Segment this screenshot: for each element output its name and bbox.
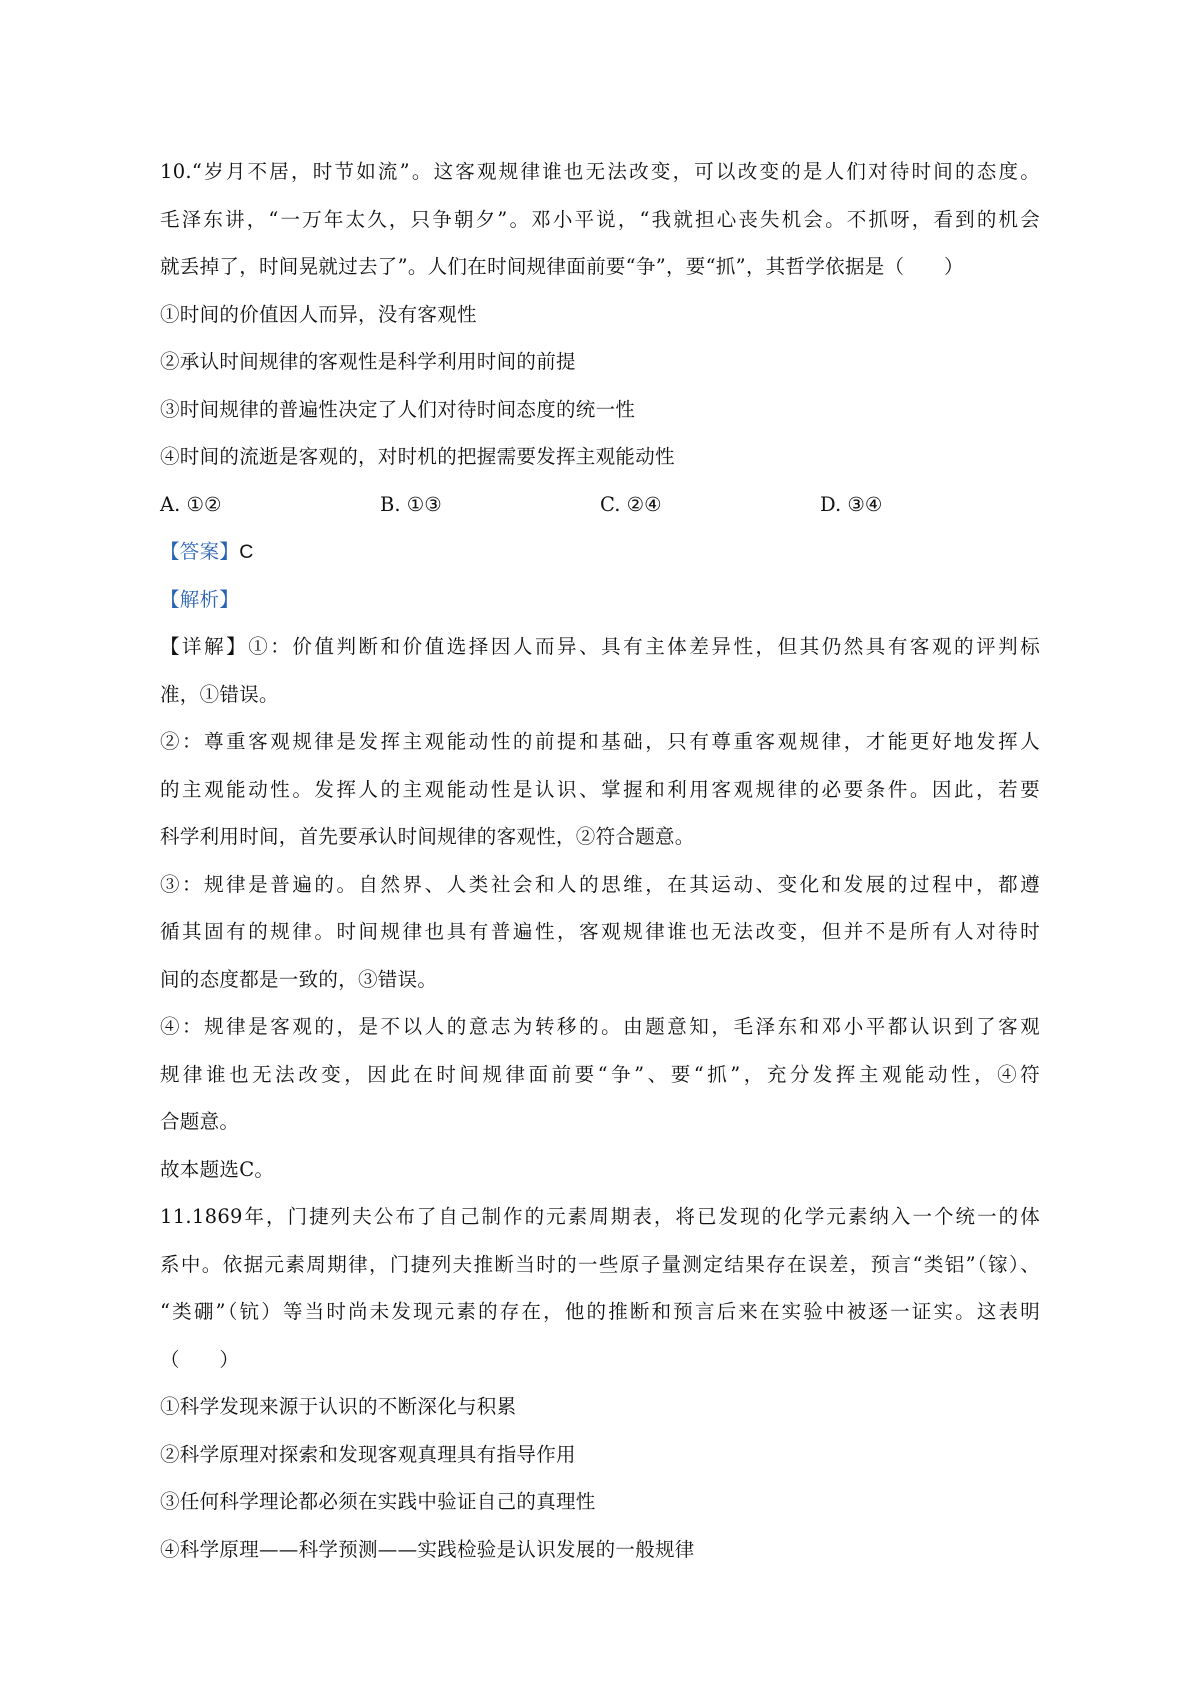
q10-detail-line-1: [160, 623, 1040, 671]
q10-stem-line-3: 就丢掉了，时间晃就过去了”。人们在时间规律面前要“争”，要“抓”，其哲学依据是（ ）: [160, 255, 964, 278]
q10-option-a: A. ①②: [160, 492, 222, 516]
q10-detail-line-5: 科学利用时间，首先要承认时间规律的客观性，②符合题意。: [160, 825, 695, 848]
q10-analysis: [160, 576, 1040, 624]
q10-detail-line-2: 准，①错误。: [160, 682, 279, 706]
answer-label: 【答案】: [160, 540, 240, 563]
q10-statement-4: ④时间的流逝是客观的，对时机的把握需要发挥主观能动性: [160, 445, 675, 468]
q11-statement-2: ②科学原理对探索和发现客观真理具有指导作用: [160, 1442, 576, 1466]
q11-statement-3: ③任何科学理论都必须在实践中验证自己的真理性: [160, 1490, 596, 1513]
q10-statement-3: ③时间规律的普遍性决定了人们对待时间态度的统一性: [160, 397, 636, 421]
q10-answer: [160, 528, 1040, 576]
q10-option-d: D. ③④: [820, 492, 883, 516]
detail-text-1: ①：价值判断和价值选择因人而异、具有主体差异性，但其仍然具有客观的评判标: [248, 635, 1040, 658]
q11-stem-line-3: “类硼”（钪）等当时尚未发现元素的存在，他的推断和预言后来在实验中被逐一证实。这表明: [160, 1300, 1040, 1323]
detail-label: 【详解】: [160, 635, 249, 658]
q10-options: [160, 481, 1040, 529]
analysis-label: 【解析】: [160, 587, 240, 611]
q11-statement-4: ④科学原理——科学预测——实践检验是认识发展的一般规律: [160, 1537, 695, 1561]
document-page: [160, 148, 1040, 1573]
q10-statement-1: ①时间的价值因人而异，没有客观性: [160, 302, 477, 326]
q10-stem-line-1: 10.“岁月不居，时节如流”。这客观规律谁也无法改变，可以改变的是人们对待时间的态度。: [160, 160, 1040, 183]
q10-detail-line-4: 的主观能动性。发挥人的主观能动性是认识、掌握和利用客观规律的必要条件。因此，若要: [160, 777, 1040, 801]
q10-detail-line-11: 合题意。: [160, 1110, 240, 1133]
q10-detail-line-10: 规律谁也无法改变，因此在时间规律面前要“争”、要“抓”，充分发挥主观能动性，④符: [160, 1062, 1040, 1086]
q10-statement-2: ②承认时间规律的客观性是科学利用时间的前提: [160, 350, 576, 373]
q11-statement-1: ①科学发现来源于认识的不断深化与积累: [160, 1395, 517, 1418]
q11-stem-line-1: 11.1869年，门捷列夫公布了自己制作的元素周期表，将已发现的化学元素纳入一个统一的体: [160, 1205, 1040, 1228]
q11-stem-line-2: 系中。依据元素周期律，门捷列夫推断当时的一些原子量测定结果存在误差，预言“类铝”（镓）、: [160, 1252, 1040, 1276]
q10-detail-line-7: 循其固有的规律。时间规律也具有普遍性，客观规律谁也无法改变，但并不是所有人对待时: [160, 920, 1040, 943]
q10-stem-line-2: 毛泽东讲，“一万年太久，只争朝夕”。邓小平说，“我就担心丧失机会。不抓呀，看到的机会: [160, 207, 1040, 231]
q11-stem-line-4: （ ）: [160, 1347, 240, 1371]
q10-detail-line-8: 间的态度都是一致的，③错误。: [160, 967, 438, 991]
q10-detail-line-6: ③：规律是普遍的。自然界、人类社会和人的思维，在其运动、变化和发展的过程中，都遵: [160, 872, 1040, 896]
q10-option-c: C. ②④: [600, 492, 662, 516]
answer-value: C: [239, 541, 254, 563]
q10-detail-line-9: ④：规律是客观的，是不以人的意志为转移的。由题意知，毛泽东和邓小平都认识到了客观: [160, 1015, 1040, 1038]
q10-detail-line-3: ②：尊重客观规律是发挥主观能动性的前提和基础，只有尊重客观规律，才能更好地发挥人: [160, 730, 1040, 753]
q10-conclusion: 故本题选C。: [160, 1157, 275, 1181]
q10-option-b: B. ①③: [380, 492, 442, 516]
